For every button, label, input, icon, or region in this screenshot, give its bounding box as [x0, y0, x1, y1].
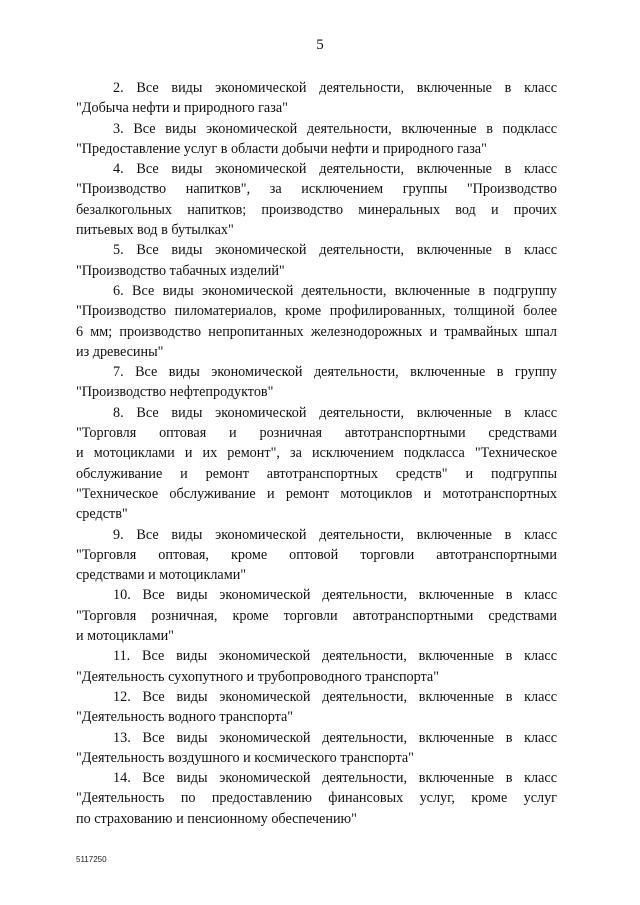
item-text-line: средствами и мотоциклами" [76, 567, 247, 584]
list-item [76, 585, 557, 646]
item-text-line: 11. Все виды экономической деятельности, включенные в класс [113, 648, 557, 665]
item-text-line: "Производство пиломатериалов, кроме профилированных, толщиной более [76, 303, 557, 320]
item-text-line: "Деятельность по предоставлению финансовых услуг, кроме услуг [76, 790, 557, 807]
item-text-line: "Предоставление услуг в области добычи нефти и природного газа" [76, 140, 487, 157]
item-text-line: "Производство напитков", за исключением группы "Производство [76, 181, 557, 198]
item-text-line: и мотоциклами и их ремонт", за исключением подкласса "Техническое [76, 445, 557, 462]
list-item [76, 119, 557, 160]
item-text-line: обслуживание и ремонт автотранспортных средств" и подгруппы [76, 465, 557, 482]
list-item [76, 240, 557, 281]
item-text-line: из древесины" [76, 343, 164, 360]
item-text-line: 2. Все виды экономической деятельности, включенные в класс [113, 80, 557, 96]
item-text-line: "Торговля оптовая, кроме оптовой торговли автотранспортными [76, 546, 557, 563]
item-text-line: средств" [76, 506, 128, 523]
item-text-line: "Производство табачных изделий" [76, 262, 285, 279]
list-item [76, 525, 557, 586]
item-text-line: 7. Все виды экономической деятельности, включенные в группу [113, 364, 557, 381]
item-text-line: "Деятельность водного транспорта" [76, 709, 294, 726]
list-item [76, 159, 557, 240]
list-item [76, 768, 557, 829]
list-item [76, 687, 557, 728]
item-text-line: "Производство нефтепродуктов" [76, 384, 274, 401]
document-code: 5117250 [76, 855, 107, 864]
list-item [76, 728, 557, 769]
list-item [76, 403, 557, 525]
item-text-line: 5. Все виды экономической деятельности, включенные в класс [113, 242, 557, 259]
item-list [76, 78, 557, 829]
item-text-line: 9. Все виды экономической деятельности, включенные в класс [113, 526, 557, 543]
item-text-line: 6 мм; производство непропитанных железнодорожных и трамвайных шпал [76, 323, 557, 340]
list-item [76, 281, 557, 362]
item-text-line: 3. Все виды экономической деятельности, включенные в подкласс [113, 120, 557, 137]
item-text-line: "Торговля оптовая и розничная автотранспортными средствами [76, 425, 557, 442]
item-text-line: "Техническое обслуживание и ремонт мотоциклов и мототранспортных [76, 485, 557, 502]
list-item [76, 646, 557, 687]
item-text-line: 4. Все виды экономической деятельности, включенные в класс [113, 161, 557, 178]
item-text-line: 13. Все виды экономической деятельности, включенные в класс [113, 729, 557, 746]
item-text-line: по страхованию и пенсионному обеспечению" [76, 810, 357, 827]
item-text-line: "Деятельность сухопутного и трубопроводного транспорта" [76, 668, 440, 685]
item-text-line: безалкогольных напитков; производство минеральных вод и прочих [76, 201, 557, 218]
list-item [76, 362, 557, 403]
item-text-line: "Торговля розничная, кроме торговли автотранспортными средствами [76, 607, 557, 624]
item-text-line: и мотоциклами" [76, 628, 174, 645]
item-text-line: "Добыча нефти и природного газа" [76, 100, 288, 117]
list-item [76, 78, 557, 119]
page-number: 5 [316, 37, 324, 53]
item-text-line: 10. Все виды экономической деятельности, включенные в класс [113, 587, 557, 604]
item-text-line: питьевых вод в бутылках" [76, 222, 234, 239]
item-text-line: "Деятельность воздушного и космического транспорта" [76, 749, 414, 766]
item-text-line: 8. Все виды экономической деятельности, включенные в класс [113, 404, 557, 421]
item-text-line: 6. Все виды экономической деятельности, включенные в подгруппу [113, 282, 557, 299]
item-text-line: 14. Все виды экономической деятельности, включенные в класс [113, 770, 557, 787]
item-text-line: 12. Все виды экономической деятельности, включенные в класс [113, 688, 557, 705]
